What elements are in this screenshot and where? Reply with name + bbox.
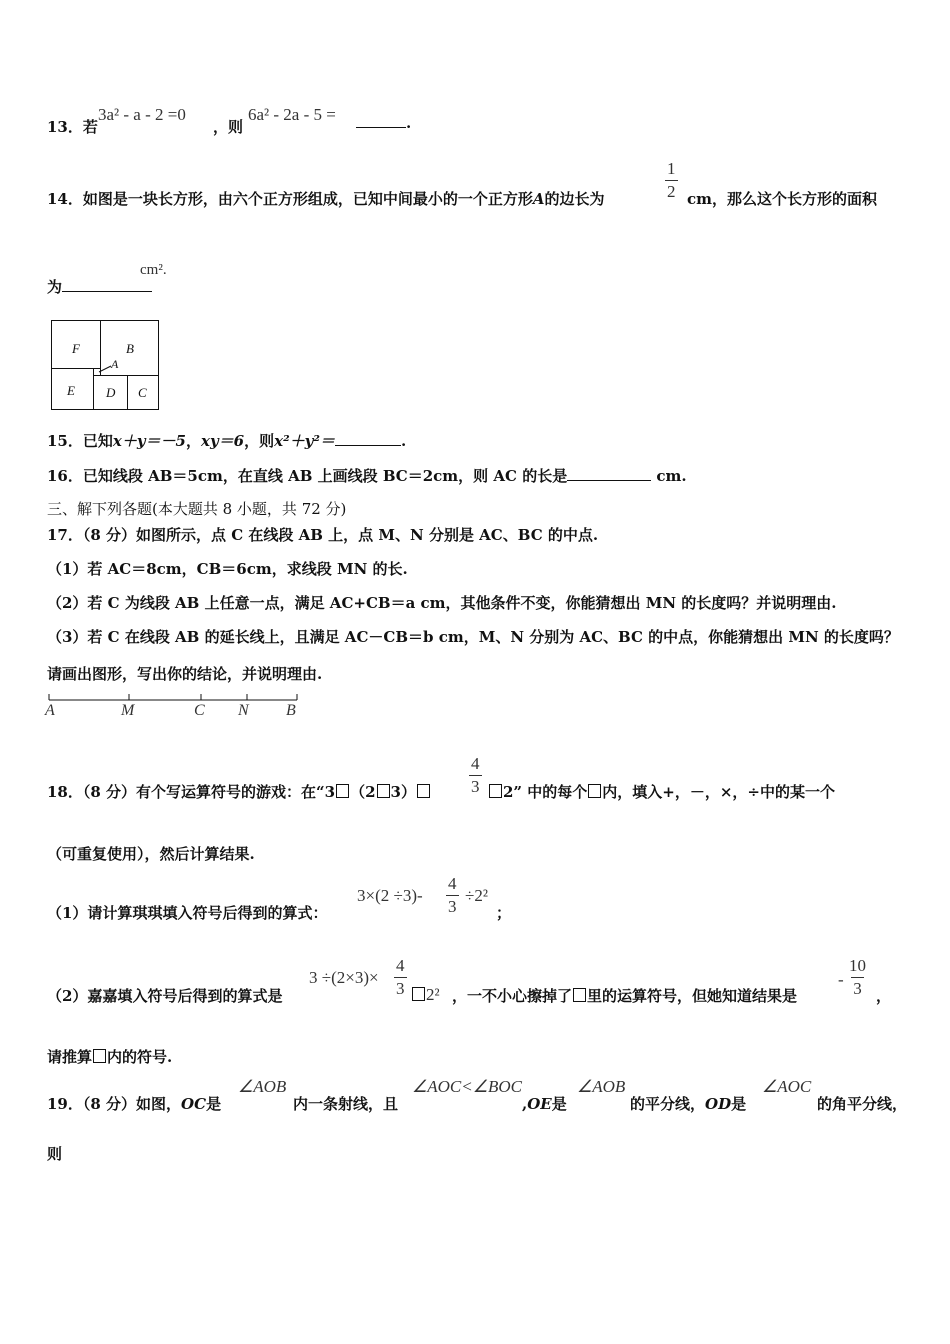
q18-part-2-fraction: $\frac{4}{3}$ xyxy=(396,956,405,998)
q16-answer-blank xyxy=(567,480,651,481)
square-f: F xyxy=(51,320,101,369)
question-15: 15．已知x＋y＝－5，xy＝6，则x²＋y²＝ . xyxy=(47,432,407,450)
square-c: C xyxy=(127,375,159,410)
q14-fraction-half: $\frac{1}{2}$ xyxy=(667,159,676,201)
q19-text-5: 的角平分线， xyxy=(817,1095,908,1113)
question-13 xyxy=(47,116,98,137)
angle-aob-2: ∠AOB xyxy=(577,1077,626,1096)
operator-box xyxy=(336,784,349,798)
question-17-part-3: （3）若 C 在线段 AB 的延长线上，且满足 AC－CB＝b cm，M、N 分别为 AC、BC 的中点，你能猜想出 MN 的长度吗？ xyxy=(47,628,899,646)
q16-text: 16．已知线段 AB＝5cm，在直线 AB 上画线段 BC＝2cm，则 AC 的长是 xyxy=(47,467,568,485)
q14-unit: cm². xyxy=(140,262,167,278)
question-17-part-1: （1）若 AC＝8cm，CB＝6cm，求线段 MN 的长. xyxy=(47,560,408,578)
q18-part-1-expression-end: ÷2² xyxy=(465,886,488,905)
point-c-label: C xyxy=(194,702,205,719)
operator-box xyxy=(588,784,601,798)
operator-box xyxy=(93,1049,106,1063)
q13-number: 13． xyxy=(47,118,83,136)
q15-answer-blank xyxy=(335,445,401,446)
q15-condition-2: xy＝6 xyxy=(201,432,245,450)
angle-aob: ∠AOB xyxy=(238,1077,287,1096)
q19-condition: ∠AOC<∠BOC xyxy=(412,1077,522,1096)
q14-square-a: A xyxy=(532,190,545,208)
segment-line xyxy=(45,692,305,706)
angle-aoc: ∠AOC xyxy=(762,1077,812,1096)
q13-expression: 6a² - 2a - 5 = xyxy=(248,105,336,124)
q13-ruo: 若 xyxy=(82,118,98,136)
q15-expression: x²＋y²＝ xyxy=(274,432,335,450)
q18-part-1-end: ； xyxy=(496,904,512,922)
q18-part-2-expression: 3 ÷(2×3)× xyxy=(309,968,379,987)
q14-text: 14．如图是一块长方形，由六个正方形组成，已知中间最小的一个正方形 xyxy=(47,190,533,208)
point-n-label: N xyxy=(238,702,249,719)
square-d: D xyxy=(93,375,128,410)
question-18-stem: 18．（8 分）有个写运算符号的游戏：在“3 （2 3） xyxy=(47,781,431,802)
q13-answer-blank: . xyxy=(356,114,411,132)
operator-box xyxy=(377,784,390,798)
q19-text-3: ,OE是 xyxy=(522,1095,567,1113)
question-16: 16．已知线段 AB＝5cm，在直线 AB 上画线段 BC＝2cm，则 AC 的长是 cm. xyxy=(47,467,687,485)
q18-part-1-expression: 3×(2 ÷3)- xyxy=(357,886,423,905)
question-19: 19．（8 分）如图，OC是 xyxy=(47,1095,222,1113)
question-17-stem: 17．（8 分）如图所示，点 C 在线段 AB 上，点 M、N 分别是 AC、BC 的中点. xyxy=(47,526,599,544)
q19-text-4: 的平分线，OD是 xyxy=(630,1095,747,1113)
question-18-part-1: （1）请计算琪琪填入符号后得到的算式： xyxy=(47,904,328,922)
q17-segment-figure xyxy=(45,692,305,724)
operator-box xyxy=(417,784,430,798)
square-b: B xyxy=(100,320,159,376)
square-e: E xyxy=(51,368,94,410)
question-18-stem-3: （可重复使用），然后计算结果. xyxy=(47,845,255,863)
q14-answer: 为 xyxy=(47,276,152,297)
q19-text-2: 内一条射线，且 xyxy=(293,1095,399,1113)
question-18-stem-2: 2” 中的每个 内，填入+，－，×，÷中的某一个 xyxy=(488,781,835,802)
erased-operator-box xyxy=(412,987,425,1001)
question-17-part-2: （2）若 C 为线段 AB 上任意一点，满足 AC+CB＝a cm，其他条件不变，你能猜想出 MN 的长度吗？并说明理由. xyxy=(47,594,837,612)
q14-text-2: 的边长为 xyxy=(544,190,605,208)
q13-equation: 3a² - a - 2 =0 xyxy=(98,105,186,124)
square-a-label: A xyxy=(111,357,119,371)
point-a-label: A xyxy=(45,702,55,719)
q18-part-2-expression-end: 2² xyxy=(411,985,440,1005)
q18-part-2-end: ， xyxy=(876,987,892,1005)
q18-result-fraction: $\frac{10}{3}$ xyxy=(849,956,866,998)
q18-result-sign: - xyxy=(838,970,844,989)
operator-box xyxy=(573,988,586,1002)
question-17-part-3-cont: 请画出图形，写出你的结论，并说明理由. xyxy=(47,665,323,683)
q18-part-1-fraction: $\frac{4}{3}$ xyxy=(448,874,457,916)
q13-ze: ，则 xyxy=(213,118,244,136)
section-heading: 三、解下列各题(本大题共 8 小题，共 72 分) xyxy=(47,500,347,518)
q15-prefix: 15．已知 xyxy=(47,432,113,450)
q18-fraction: $\frac{4}{3}$ xyxy=(471,754,480,796)
question-18-part-2: （2）嘉嘉填入符号后得到的算式是 xyxy=(47,987,283,1005)
q19-ze: 则 xyxy=(47,1145,63,1163)
point-m-label: M xyxy=(121,702,135,719)
question-14 xyxy=(47,188,605,209)
question-18-part-2-mid: ，一不小心擦掉了 里的运算符号，但她知道结果是 xyxy=(452,987,798,1005)
q14-text-end: cm，那么这个长方形的面积 xyxy=(687,190,878,208)
q15-condition-1: x＋y＝－5 xyxy=(112,432,186,450)
question-18-part-3: 请推算 内的符号. xyxy=(47,1048,173,1066)
point-b-label: B xyxy=(286,702,296,719)
operator-box xyxy=(489,784,502,798)
q14-rectangle-figure xyxy=(51,320,159,410)
